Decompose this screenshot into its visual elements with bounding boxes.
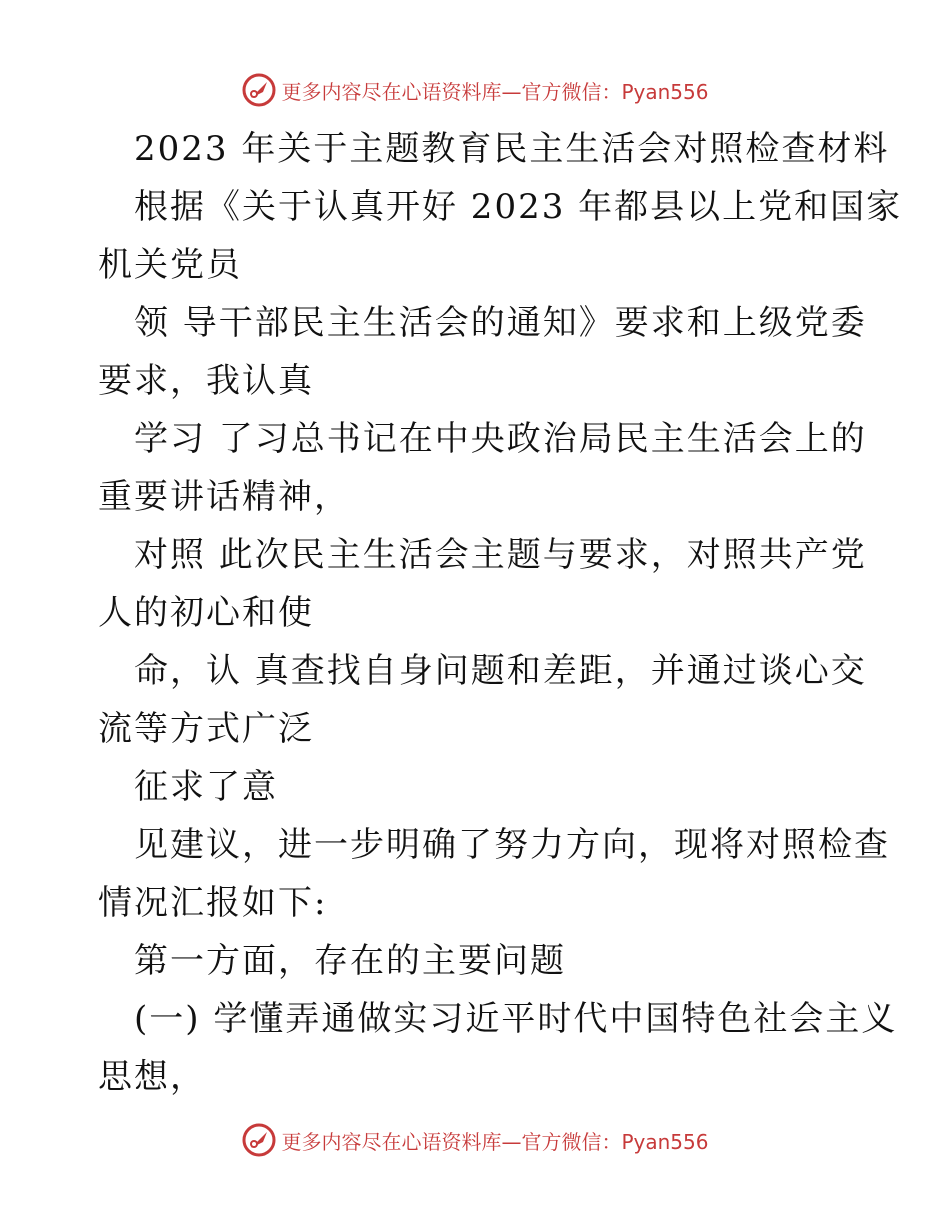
footer-watermark (0, 1120, 950, 1160)
paragraph-line: 重要讲话精神， (98, 477, 350, 517)
watermark-text: 更多内容尽在心语资料库—官方微信：Pyan556 (281, 79, 709, 104)
document-body (98, 120, 903, 1106)
header-watermark (0, 70, 950, 110)
paragraph-line: 根据《关于认真开好 2023 年都县以上党和国家 (134, 187, 903, 227)
quill-logo-icon (241, 72, 277, 108)
paragraph-line: 流等方式广泛 (98, 709, 314, 749)
paragraph-line: 见建议，进一步明确了努力方向，现将对照检查 (134, 825, 890, 865)
paragraph-line: 人的初心和使 (98, 593, 314, 633)
section-heading: 第一方面，存在的主要问题 (134, 941, 566, 981)
paragraph-line: 机关党员 (98, 245, 242, 285)
paragraph-line: 思想， (98, 1057, 206, 1097)
quill-logo-icon (241, 1122, 277, 1158)
paragraph-line: 情况汇报如下: (98, 883, 328, 923)
paragraph-line: 领 导干部民主生活会的通知》要求和上级党委 (134, 303, 867, 343)
paragraph-line: 征求了意 (134, 767, 278, 807)
paragraph-line: 对照 此次民主生活会主题与要求，对照共产党 (134, 535, 867, 575)
doc-title: 2023 年关于主题教育民主生活会对照检查材料 (134, 129, 890, 169)
paragraph-line: 学习 了习总书记在中央政治局民主生活会上的 (134, 419, 867, 459)
watermark-text: 更多内容尽在心语资料库—官方微信：Pyan556 (281, 1129, 709, 1154)
paragraph-line: 要求，我认真 (98, 361, 314, 401)
subsection-heading: (一) 学懂弄通做实习近平时代中国特色社会主义 (134, 999, 898, 1039)
paragraph-line: 命，认 真查找自身问题和差距，并通过谈心交 (134, 651, 867, 691)
